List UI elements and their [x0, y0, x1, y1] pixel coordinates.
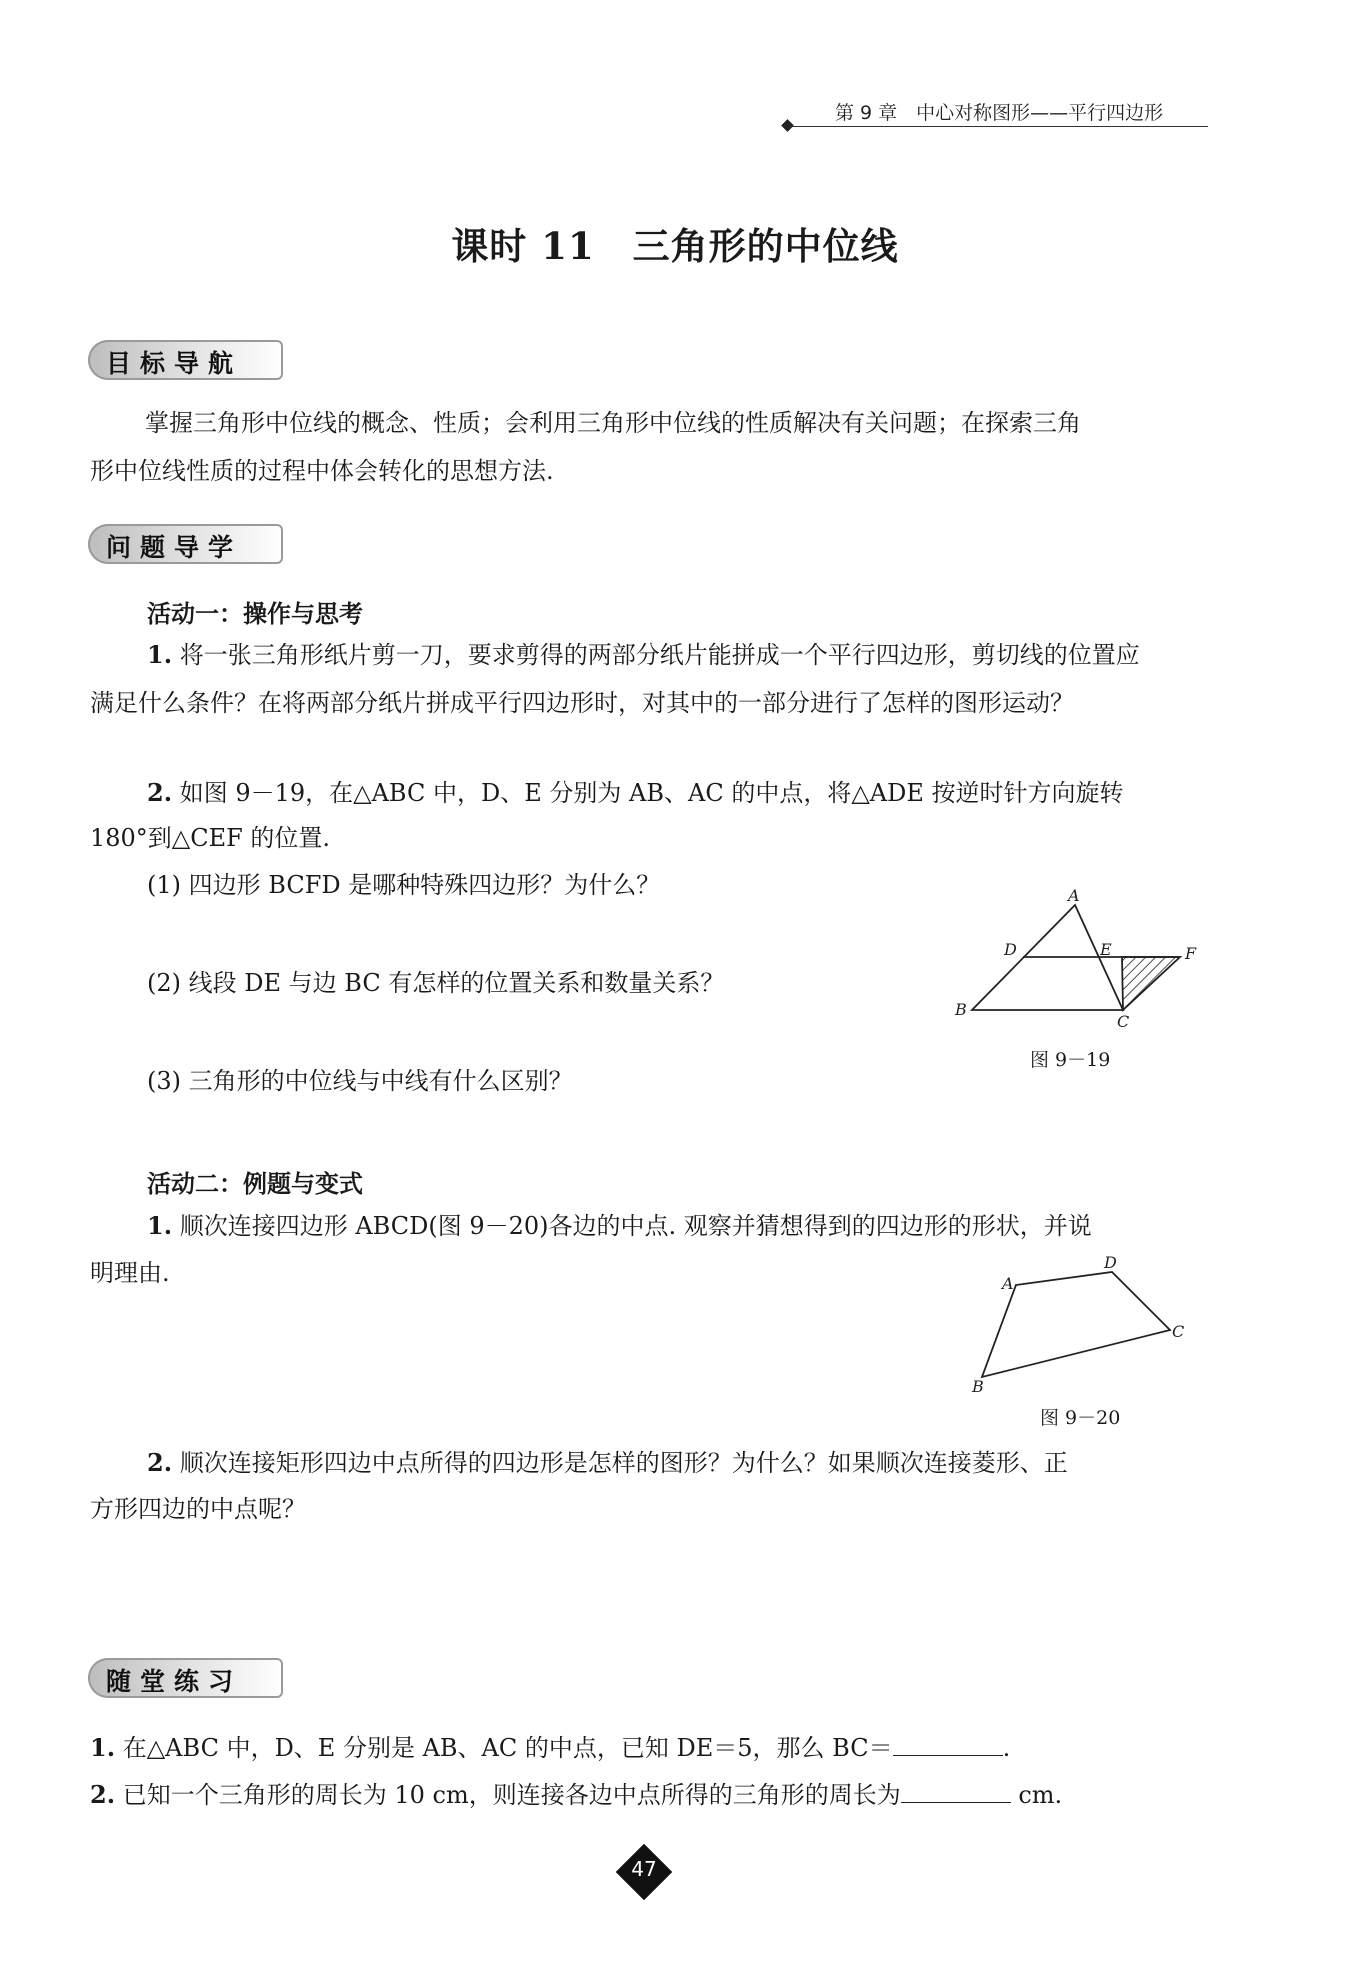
- header-rule: [790, 126, 1208, 127]
- goal-text-line2: 形中位线性质的过程中体会转化的思想方法.: [90, 457, 554, 485]
- question-text: 顺次连接四边形 ABCD(图 9－20)各边的中点. 观察并猜想得到的四边形的形状，并说: [179, 1212, 1092, 1240]
- label-b: B: [972, 1377, 984, 1395]
- question-end: .: [1002, 1734, 1011, 1762]
- question-text: 顺次连接矩形四边中点所得的四边形是怎样的图形？为什么？如果顺次连接菱形、正: [179, 1449, 1068, 1477]
- label-c: C: [1117, 1012, 1130, 1031]
- activity1-heading: 活动一：操作与思考: [147, 600, 363, 628]
- practice-q2: [90, 1772, 1062, 1818]
- chapter-header: 第 9 章 中心对称图形——平行四边形: [835, 102, 1164, 124]
- question-number: 1.: [147, 1211, 173, 1240]
- activity1-sub3: (3) 三角形的中位线与中线有什么区别？: [147, 1067, 573, 1095]
- label-b: B: [955, 1000, 967, 1019]
- activity1-sub2: (2) 线段 DE 与边 BC 有怎样的位置关系和数量关系？: [147, 969, 725, 997]
- question-number: 1.: [90, 1733, 116, 1762]
- lesson-title: 课时 11 三角形的中位线: [451, 224, 899, 268]
- label-f: F: [1185, 944, 1197, 963]
- answer-blank[interactable]: [893, 1727, 1003, 1756]
- activity1-q2-line2: 180°到△CEF 的位置.: [90, 824, 331, 852]
- label-e: E: [1100, 940, 1112, 959]
- question-number: 2.: [90, 1780, 116, 1809]
- section-tab-goal: [88, 340, 283, 380]
- label-a: A: [1002, 1274, 1014, 1293]
- question-end: cm.: [1018, 1781, 1063, 1809]
- figure-9-20-caption: 图 9－20: [1040, 1407, 1121, 1429]
- question-number: 2.: [147, 778, 173, 807]
- answer-blank[interactable]: [901, 1774, 1011, 1803]
- activity2-q1-line1: [147, 1203, 1092, 1249]
- practice-q1: [90, 1725, 1010, 1771]
- question-text: 已知一个三角形的周长为 10 cm，则连接各边中点所得的三角形的周长为: [122, 1781, 901, 1809]
- label-a: A: [1068, 886, 1080, 905]
- label-d: D: [1004, 940, 1017, 959]
- question-text: 在△ABC 中，D、E 分别是 AB、AC 的中点，已知 DE＝5，那么 BC＝: [122, 1734, 893, 1762]
- page-number: 47: [631, 1857, 657, 1881]
- section-label-guide: 问题导学: [106, 533, 243, 562]
- section-label-practice: 随堂练习: [106, 1667, 243, 1696]
- question-text: 如图 9－19，在△ABC 中，D、E 分别为 AB、AC 的中点，将△ADE 按逆时针方向旋转: [179, 779, 1124, 807]
- activity1-q1-line1: [147, 632, 1140, 678]
- activity1-q1-line2: 满足什么条件？在将两部分纸片拼成平行四边形时，对其中的一部分进行了怎样的图形运动？: [90, 689, 1074, 717]
- activity2-q2-line1: [147, 1440, 1068, 1486]
- section-tab-guide: [88, 524, 283, 564]
- activity1-q2-line1: [147, 770, 1124, 816]
- figure-9-19: [950, 885, 1210, 1035]
- activity1-sub1: (1) 四边形 BCFD 是哪种特殊四边形？为什么？: [147, 871, 661, 899]
- figure-9-19-caption: 图 9－19: [1030, 1049, 1111, 1071]
- section-tab-practice: [88, 1658, 283, 1698]
- section-label-goal: 目标导航: [106, 349, 243, 378]
- goal-text-line1: 掌握三角形中位线的概念、性质；会利用三角形中位线的性质解决有关问题；在探索三角: [145, 409, 1081, 437]
- shaded-triangle-cef: [1122, 957, 1180, 1010]
- question-number: 1.: [147, 640, 173, 669]
- label-d: D: [1104, 1255, 1117, 1272]
- question-text: 将一张三角形纸片剪一刀，要求剪得的两部分纸片能拼成一个平行四边形，剪切线的位置应: [179, 641, 1140, 669]
- activity2-heading: 活动二：例题与变式: [147, 1170, 363, 1198]
- activity2-q2-line2: 方形四边的中点呢？: [90, 1495, 306, 1523]
- label-c: C: [1172, 1322, 1185, 1341]
- activity2-q1-line2: 明理由.: [90, 1259, 170, 1287]
- question-number: 2.: [147, 1448, 173, 1477]
- figure-9-20: [960, 1255, 1200, 1395]
